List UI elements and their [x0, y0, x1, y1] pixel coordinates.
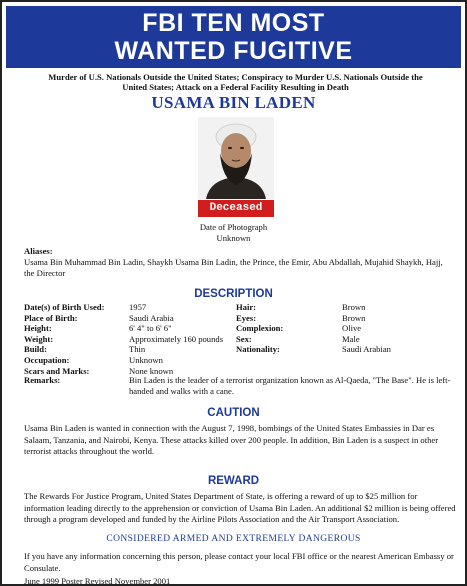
field-label: Hair:: [236, 302, 257, 312]
field-label: Date(s) of Birth Used:: [24, 302, 105, 312]
remarks-label: Remarks:: [24, 375, 61, 385]
poster-date-footer: June 1999 Poster Revised November 2001: [24, 576, 171, 586]
field-label: Eyes:: [236, 312, 257, 323]
field-label: Nationality:: [236, 344, 280, 354]
contact-text: If you have any information concerning this person, please contact your local FBI office or the nearest American Embassy or Consulate.: [24, 551, 454, 573]
field-value: Male: [342, 333, 360, 344]
danger-warning: CONSIDERED ARMED AND EXTREMELY DANGEROUS: [106, 534, 361, 544]
description-row: [24, 355, 454, 365]
reward-heading: REWARD: [207, 475, 260, 487]
description-row: [24, 302, 454, 312]
remarks-text: Bin Laden is the leader of a terrorist organization known as Al-Qaeda, "The Base". He is left-handed and walks with a cane.: [129, 375, 451, 396]
field-value: Olive: [342, 323, 362, 333]
field-value: Unknown: [129, 354, 163, 365]
photo-caption-label: Date of Photograph: [199, 222, 268, 232]
charges-text: Murder of U.S. Nationals Outside the United States; Conspiracy to Murder U.S. Nationals Outside the United States; Attack on a Federal Facility Resulting in Death: [48, 72, 423, 92]
scars-value: None known: [129, 366, 174, 376]
banner-title-line-2: WANTED FUGITIVE: [114, 37, 353, 65]
field-value: Brown: [342, 312, 366, 323]
description-heading: DESCRIPTION: [194, 288, 273, 300]
field-label: Height:: [24, 323, 52, 333]
banner-title-line-1: FBI TEN MOST: [142, 9, 325, 37]
field-value: Thin: [129, 344, 146, 354]
description-row: [24, 344, 454, 354]
field-label: Occupation:: [24, 354, 70, 365]
description-row: [24, 334, 454, 344]
field-value: Brown: [342, 302, 366, 312]
description-row: [24, 323, 454, 333]
photo-caption-date: Unknown: [216, 233, 251, 243]
field-value: Approximately 160 pounds: [129, 333, 224, 344]
field-value: 6' 4" to 6' 6": [129, 323, 172, 333]
field-label: Place of Birth:: [24, 312, 78, 323]
field-value: 1957: [129, 302, 147, 312]
caution-heading: CAUTION: [207, 407, 260, 419]
description-row: [24, 313, 454, 323]
title-banner: [6, 6, 461, 68]
field-label: Sex:: [236, 333, 252, 344]
portrait-image: [198, 117, 274, 199]
reward-text: The Rewards For Justice Program, United States Department of State, is offering a reward of up to $25 million for information leading directly to the apprehension or conviction of Usama Bin Laden. An additional $2 million is being offered through a program developed and funded by the Airline Pilots Association and the Air Transport Association.: [24, 491, 456, 524]
deceased-stamp: Deceased: [198, 200, 274, 217]
aliases-label: Aliases:: [24, 246, 53, 256]
field-label: Complexion:: [236, 323, 284, 333]
field-label: Weight:: [24, 333, 54, 344]
field-label: Build:: [24, 344, 47, 354]
field-value: Saudi Arabian: [342, 344, 391, 354]
fugitive-name: USAMA BIN LADEN: [151, 93, 316, 112]
caution-text: Usama Bin Laden is wanted in connection with the August 7, 1998, bombings of the United States Embassies in Dar es Salaam, Tanzania, and Nairobi, Kenya. These attacks killed over 200 people. In addition, Bin Laden is a suspect in other terrorist attacks throughout the world.: [24, 423, 439, 456]
fugitive-photo: [198, 117, 274, 199]
aliases-text: Usama Bin Muhammad Bin Ladin, Shaykh Usama Bin Ladin, the Prince, the Emir, Abu Abdallah, Mujahid Shaykh, Hajj, the Director: [24, 257, 443, 278]
field-value: Saudi Arabia: [129, 312, 174, 323]
scars-label: Scars and Marks:: [24, 366, 90, 376]
